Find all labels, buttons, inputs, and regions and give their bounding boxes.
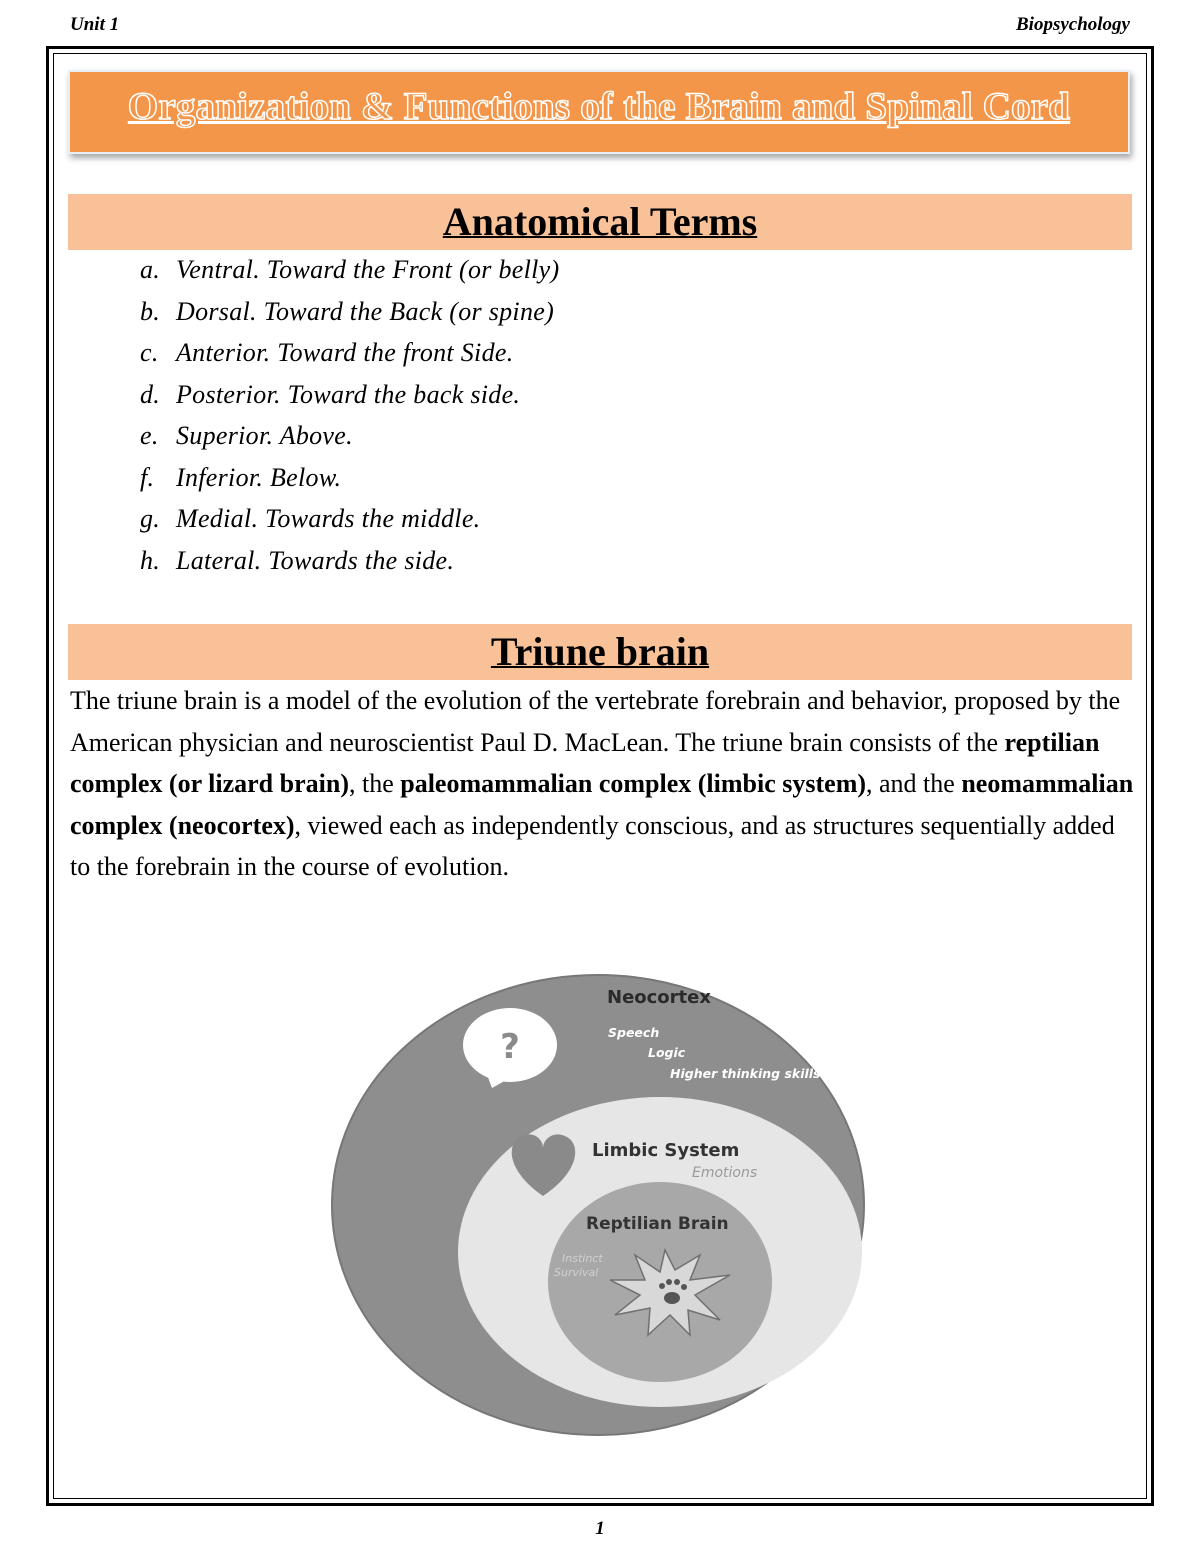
reptilian-brain-label: Reptilian Brain xyxy=(586,1214,729,1234)
triune-brain-heading: Triune brain xyxy=(490,629,710,674)
list-letter: h. xyxy=(140,545,161,575)
question-mark: ? xyxy=(500,1027,520,1067)
list-text: Superior. Above. xyxy=(176,421,353,450)
bold-term-paleomammalian: paleomammalian complex (limbic system) xyxy=(400,769,867,798)
paragraph-text: , the xyxy=(348,769,401,798)
paragraph-text: The triune brain is a model of the evolution of the vertebrate forebrain and behavior, proposed by the American physician and neuroscientist Paul D. MacLean. The triune brain consists of the xyxy=(70,686,1121,757)
list-letter: f. xyxy=(140,462,155,492)
bold-term-reptilian: reptilian complex (or lizard brain) xyxy=(70,727,1100,798)
list-text: Anterior. Toward the front Side. xyxy=(176,338,514,367)
bold-term-neomammalian: neomammalian complex (neocortex) xyxy=(70,769,1134,840)
page-number: 1 xyxy=(595,1518,605,1539)
list-text: Posterior. Toward the back side. xyxy=(176,379,521,409)
list-letter: e. xyxy=(140,421,159,450)
list-text: Ventral. Toward the Front (or belly) xyxy=(176,255,560,284)
anatomical-terms-heading: Anatomical Terms xyxy=(442,199,758,244)
paragraph-text: , and the xyxy=(866,769,962,798)
list-text: Lateral. Towards the side. xyxy=(176,545,455,575)
page-title: Organization & Functions of the Brain and Spinal Cord xyxy=(127,85,1071,128)
unit-label: Unit 1 xyxy=(70,14,120,35)
list-letter: g. xyxy=(140,504,161,533)
list-text: Medial. Towards the middle. xyxy=(176,504,481,533)
higher-thinking-label: Higher thinking skills xyxy=(670,1066,821,1081)
limbic-system-label: Limbic System xyxy=(592,1140,740,1161)
survival-label: Survival xyxy=(554,1266,599,1279)
list-letter: c. xyxy=(140,338,159,367)
list-text: Dorsal. Toward the Back (or spine) xyxy=(176,296,555,326)
list-text: Inferior. Below. xyxy=(176,462,342,492)
list-letter: b. xyxy=(140,296,161,326)
neocortex-label: Neocortex xyxy=(607,987,711,1008)
list-letter: d. xyxy=(140,379,161,409)
subject-label: Biopsychology xyxy=(1016,14,1130,35)
speech-label: Speech xyxy=(608,1025,660,1040)
emotions-label: Emotions xyxy=(692,1165,758,1181)
list-letter: a. xyxy=(140,255,161,284)
instinct-label: Instinct xyxy=(562,1252,603,1265)
logic-label: Logic xyxy=(648,1045,686,1060)
paragraph-text: , viewed each as independently conscious, and as structures sequentially added to the forebrain in the course of evolution. xyxy=(70,810,1115,881)
